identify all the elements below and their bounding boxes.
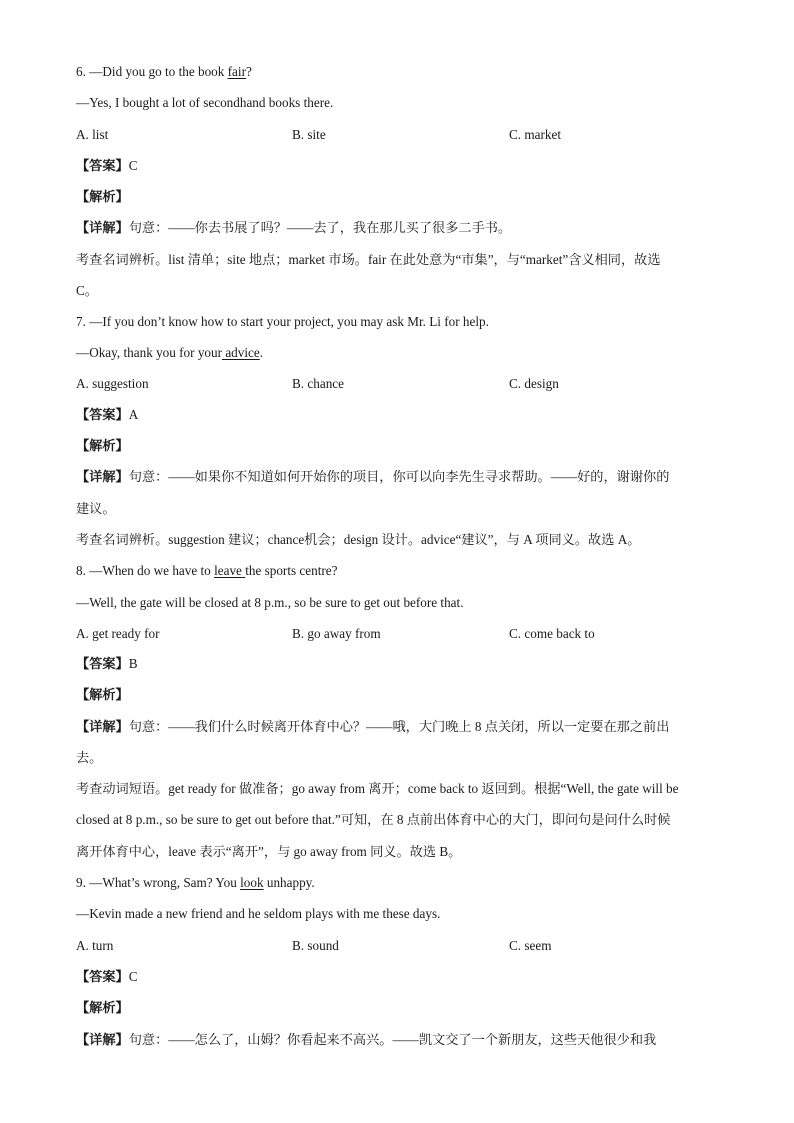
detail-text: 句意：——怎么了，山姆？你看起来不高兴。——凯文交了一个新朋友，这些天他很少和我 xyxy=(128,1032,657,1047)
detail-text: 句意：——如果你不知道如何开始你的项目，你可以向李先生寻求帮助。——好的，谢谢你的 xyxy=(128,469,670,484)
question-6-reply: —Yes, I bought a lot of secondhand books there. xyxy=(76,95,334,110)
option-a: A. get ready for xyxy=(76,626,160,641)
question-text: the sports centre? xyxy=(245,563,338,578)
answer-tag: 【答案】 xyxy=(76,158,129,173)
explanation-text: 考查名词辨析。suggestion 建议；chance机会；design 设计。advice“建议”，与 A 项同义。故选 A。 xyxy=(76,532,641,547)
underlined-word: advice xyxy=(222,345,260,360)
option-a: A. list xyxy=(76,127,109,142)
detail-line xyxy=(76,1031,734,1049)
question-text: 9. —What’s wrong, Sam? You xyxy=(76,875,241,890)
question-8-prompt xyxy=(76,562,734,580)
answer-line xyxy=(76,157,734,175)
answer-value: C xyxy=(128,969,138,984)
detail-text: 句意：——你去书展了吗？——去了，我在那儿买了很多二手书。 xyxy=(128,220,512,235)
option-c: C. design xyxy=(509,376,559,391)
option-b: B. site xyxy=(292,127,326,142)
underlined-word: fair xyxy=(227,64,246,79)
option-b: B. sound xyxy=(292,938,339,953)
option-b: B. chance xyxy=(292,376,344,391)
option-a: A. suggestion xyxy=(76,376,149,391)
detail-line xyxy=(76,219,734,237)
reply-text: . xyxy=(259,345,264,360)
reply-text: —Okay, thank you for your xyxy=(76,345,223,360)
detail-tag: 【详解】 xyxy=(76,469,129,484)
explanation-text: 离开体育中心，leave 表示“离开”，与 go away from 同义。故选 B。 xyxy=(76,844,462,859)
option-c: C. come back to xyxy=(509,626,595,641)
question-text: unhappy. xyxy=(263,875,315,890)
option-c: C. seem xyxy=(509,938,552,953)
answer-value: A xyxy=(128,407,139,422)
question-7-prompt: 7. —If you don’t know how to start your project, you may ask Mr. Li for help. xyxy=(76,314,489,329)
question-6-prompt xyxy=(76,63,734,81)
question-7-reply xyxy=(76,344,734,362)
analysis-tag: 【解析】 xyxy=(76,438,129,453)
explanation-text: C。 xyxy=(76,283,98,298)
detail-tag: 【详解】 xyxy=(76,220,129,235)
answer-tag: 【答案】 xyxy=(76,656,129,671)
detail-text: 建议。 xyxy=(76,501,116,516)
answer-value: C xyxy=(128,158,138,173)
option-a: A. turn xyxy=(76,938,114,953)
analysis-tag: 【解析】 xyxy=(76,189,129,204)
detail-line xyxy=(76,718,734,736)
answer-line xyxy=(76,406,734,424)
question-9-prompt xyxy=(76,874,734,892)
question-text: 8. —When do we have to xyxy=(76,563,215,578)
question-8-reply: —Well, the gate will be closed at 8 p.m., so be sure to get out before that. xyxy=(76,595,464,610)
analysis-tag: 【解析】 xyxy=(76,687,129,702)
answer-line xyxy=(76,655,734,673)
answer-tag: 【答案】 xyxy=(76,407,129,422)
option-b: B. go away from xyxy=(292,626,381,641)
underlined-word: look xyxy=(240,875,264,890)
option-c: C. market xyxy=(509,127,562,142)
detail-tag: 【详解】 xyxy=(76,719,129,734)
answer-tag: 【答案】 xyxy=(76,969,129,984)
answer-value: B xyxy=(128,656,138,671)
explanation-text: 考查动词短语。get ready for 做准备；go away from 离开；come back to 返回到。根据“Well, the gate will be xyxy=(76,781,679,796)
detail-line xyxy=(76,468,734,486)
detail-tag: 【详解】 xyxy=(76,1032,129,1047)
underlined-word: leave xyxy=(214,563,246,578)
detail-text: 句意：——我们什么时候离开体育中心？——哦，大门晚上 8 点关闭，所以一定要在那之前出 xyxy=(128,719,670,734)
detail-text: 去。 xyxy=(76,750,103,765)
answer-line xyxy=(76,968,734,986)
question-9-reply: —Kevin made a new friend and he seldom plays with me these days. xyxy=(76,906,441,921)
explanation-text: closed at 8 p.m., so be sure to get out before that.”可知，在 8 点前出体育中心的大门，即问句是问什么时候 xyxy=(76,812,671,827)
explanation-text: 考查名词辨析。list 清单；site 地点；market 市场。fair 在此处意为“市集”，与“market”含义相同，故选 xyxy=(76,252,661,267)
question-text: ? xyxy=(245,64,252,79)
analysis-tag: 【解析】 xyxy=(76,1000,129,1015)
question-text: 6. —Did you go to the book xyxy=(76,64,228,79)
